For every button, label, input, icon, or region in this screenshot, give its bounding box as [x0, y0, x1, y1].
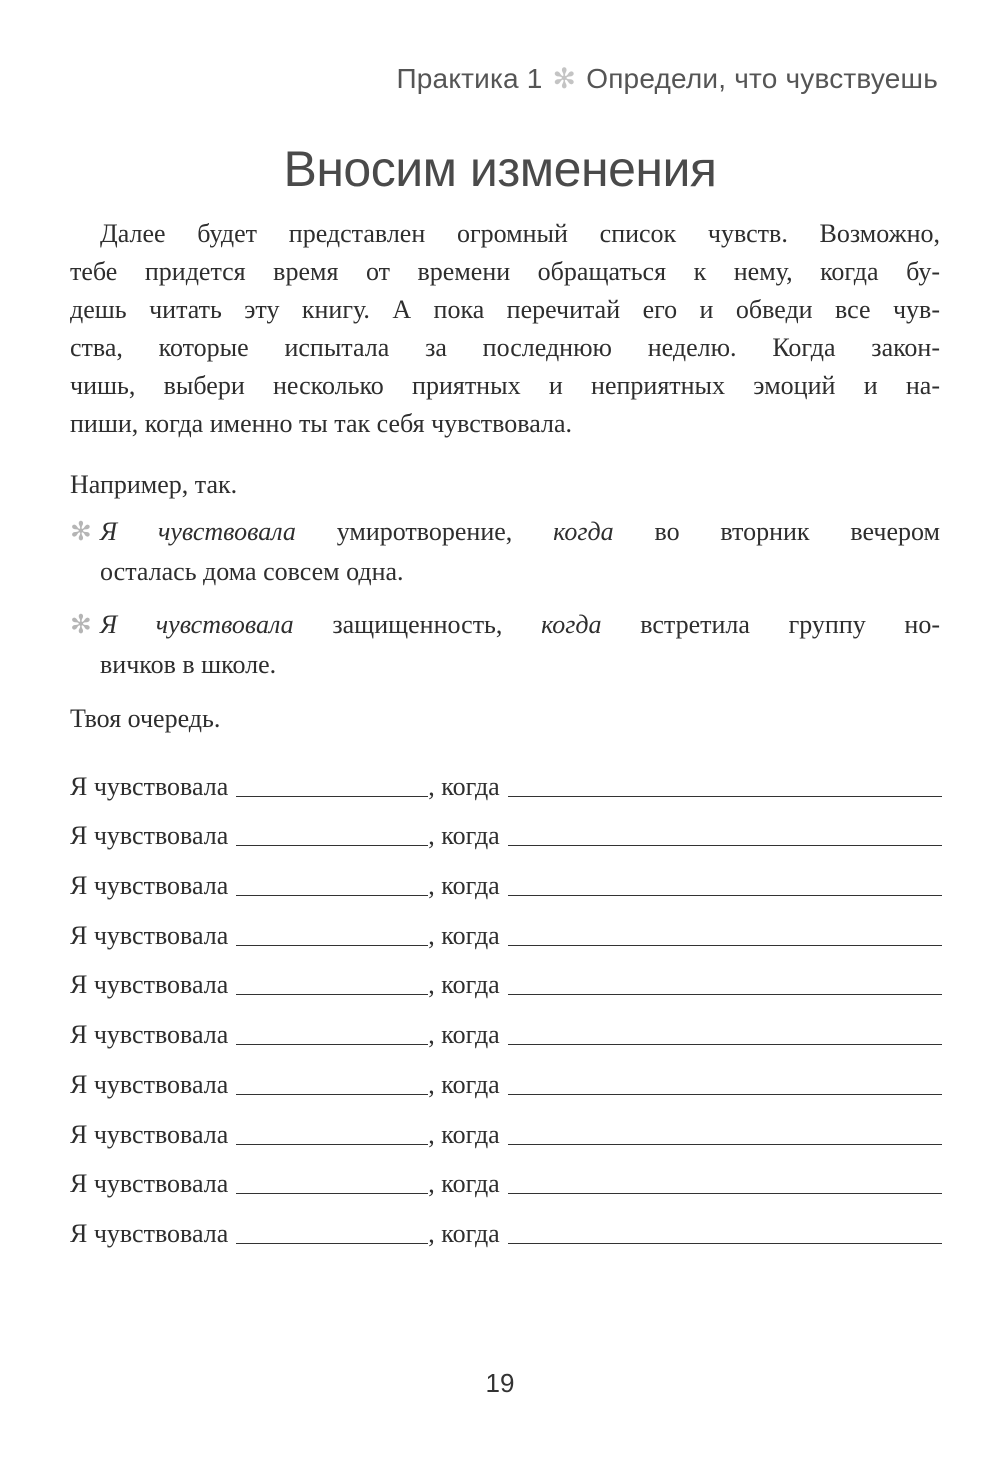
asterisk-icon: ✻: [70, 610, 92, 640]
fill-in-label: Я чувствовала: [70, 1069, 229, 1099]
example-item: [70, 512, 940, 592]
fill-in-when: , когда: [428, 1169, 500, 1199]
example-lead: Я чувствовала: [100, 517, 296, 546]
intro-paragraph: [70, 215, 940, 443]
feeling-blank[interactable]: [236, 873, 428, 896]
asterisk-icon: ✻: [552, 63, 577, 94]
fill-in-when: , когда: [428, 821, 500, 851]
feeling-blank[interactable]: [236, 774, 428, 797]
situation-blank[interactable]: [508, 972, 942, 995]
intro-line: Далее будет представлен огромный список чувств. Возможно,: [100, 219, 940, 248]
example-line: вичков в школе.: [100, 650, 277, 679]
fill-in-when: , когда: [428, 1218, 500, 1248]
fill-in-row: [70, 951, 942, 1001]
page-title: Вносим изменения: [283, 141, 717, 197]
fill-in-row: [70, 802, 942, 852]
fill-in-label: Я чувствовала: [70, 1020, 229, 1050]
example-rest: встретила группу но-: [601, 610, 940, 639]
situation-blank[interactable]: [508, 873, 942, 896]
example-feeling: умиротворение,: [295, 517, 554, 546]
example-when: когда: [553, 517, 614, 546]
fill-in-row: [70, 1100, 942, 1150]
running-head: [396, 62, 938, 95]
fill-in-label: Я чувствовала: [70, 771, 229, 801]
fill-in-when: , когда: [428, 970, 500, 1000]
feeling-blank[interactable]: [236, 1072, 428, 1095]
section-subtitle: Определи, что чувствуешь: [586, 63, 938, 94]
example-line: осталась дома совсем одна.: [100, 557, 404, 586]
fill-in-label: Я чувствовала: [70, 1218, 229, 1248]
situation-blank[interactable]: [508, 1221, 942, 1244]
fill-in-label: Я чувствовала: [70, 920, 229, 950]
situation-blank[interactable]: [508, 1072, 942, 1095]
fill-in-label: Я чувствовала: [70, 821, 229, 851]
fill-in-when: , когда: [428, 920, 500, 950]
intro-line: тебе придется время от времени обращаться к нему, когда бу-: [70, 257, 940, 286]
feeling-blank[interactable]: [236, 823, 428, 846]
fill-in-label: Я чувствовала: [70, 1169, 229, 1199]
example-when: когда: [541, 610, 602, 639]
fill-in-list: [70, 752, 942, 1249]
for-example-label: Например, так.: [70, 470, 238, 499]
fill-in-row: [70, 1050, 942, 1100]
fill-in-row: [70, 1199, 942, 1249]
fill-in-when: , когда: [428, 1069, 500, 1099]
example-rest: во вторник вечером: [613, 517, 940, 546]
situation-blank[interactable]: [508, 1122, 942, 1145]
situation-blank[interactable]: [508, 1171, 942, 1194]
fill-in-label: Я чувствовала: [70, 970, 229, 1000]
intro-line: ства, которые испытала за последнюю неделю. Когда закон-: [70, 333, 940, 362]
fill-in-when: , когда: [428, 871, 500, 901]
fill-in-when: , когда: [428, 771, 500, 801]
fill-in-row: [70, 1000, 942, 1050]
intro-line: дешь читать эту книгу. А пока перечитай его и обведи все чув-: [70, 295, 940, 324]
example-line: [70, 512, 940, 552]
feeling-blank[interactable]: [236, 972, 428, 995]
fill-in-row: [70, 901, 942, 951]
asterisk-icon: ✻: [70, 517, 92, 547]
situation-blank[interactable]: [508, 923, 942, 946]
fill-in-label: Я чувствовала: [70, 871, 229, 901]
feeling-blank[interactable]: [236, 1022, 428, 1045]
section-label: Практика 1: [396, 63, 543, 94]
example-line: [70, 605, 940, 645]
your-turn-label: Твоя очередь.: [70, 704, 221, 733]
feeling-blank[interactable]: [236, 923, 428, 946]
intro-line: пиши, когда именно ты так себя чувствовала.: [70, 409, 572, 438]
feeling-blank[interactable]: [236, 1171, 428, 1194]
feeling-blank[interactable]: [236, 1122, 428, 1145]
situation-blank[interactable]: [508, 774, 942, 797]
fill-in-when: , когда: [428, 1020, 500, 1050]
fill-in-row: [70, 1150, 942, 1200]
feeling-blank[interactable]: [236, 1221, 428, 1244]
example-item: [70, 605, 940, 685]
fill-in-when: , когда: [428, 1119, 500, 1149]
intro-line: чишь, выбери несколько приятных и неприятных эмоций и на-: [70, 371, 940, 400]
example-feeling: защищенность,: [293, 610, 542, 639]
fill-in-row: [70, 752, 942, 802]
fill-in-row: [70, 851, 942, 901]
situation-blank[interactable]: [508, 823, 942, 846]
fill-in-label: Я чувствовала: [70, 1119, 229, 1149]
situation-blank[interactable]: [508, 1022, 942, 1045]
page-number: 19: [485, 1368, 515, 1398]
example-lead: Я чувствовала: [100, 610, 294, 639]
